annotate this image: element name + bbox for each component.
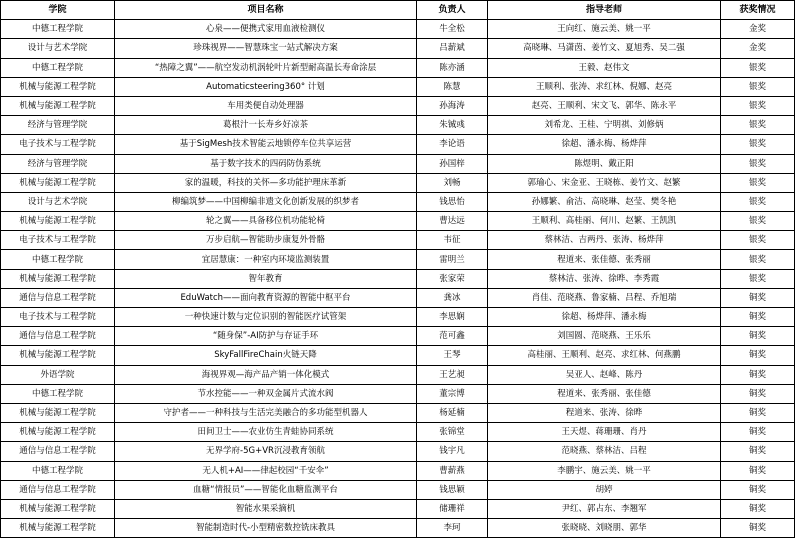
advisors-cell: 赵亮、王顺利、宋文飞、郭华、陈永平 [488,96,721,115]
college-cell: 中德工程学院 [1,58,115,77]
project-name-cell: 轮之翼——具备移位机功能轮椅 [115,212,417,231]
award-cell: 铜奖 [721,403,795,422]
college-cell: 机械与能源工程学院 [1,423,115,442]
award-cell: 银奖 [721,77,795,96]
project-name-cell: 无人机+AI——律起校园“千安伞” [115,461,417,480]
header-college: 学院 [1,1,115,20]
project-name-cell: 葛根汁一长寿乡好凉茶 [115,116,417,135]
advisors-cell: 程道来、张秀丽、张佳德 [488,384,721,403]
college-cell: 通信与信息工程学院 [1,480,115,499]
project-name-cell: 田间卫士——农业仿生青蛙协同系统 [115,423,417,442]
project-name-cell: 车用类便自动处理器 [115,96,417,115]
award-cell: 铜奖 [721,499,795,518]
table-row [1,442,795,461]
leader-cell: 吕薪斌 [417,39,488,58]
project-name-cell: 家的温暖，科技的关怀—多功能护理床革新 [115,173,417,192]
project-name-cell: Automaticsteering360° 计划 [115,77,417,96]
advisors-cell: 郭瑜心、宋金亚、王晓栋、姜竹文、赵繁 [488,173,721,192]
college-cell: 通信与信息工程学院 [1,442,115,461]
leader-cell: 刘畅 [417,173,488,192]
project-name-cell: 万步启航—智能助步康复外骨骼 [115,231,417,250]
table-row [1,250,795,269]
project-name-cell: 节水控能——一种双金属片式流水阀 [115,384,417,403]
project-name-cell: EduWatch——面向教育资源的智能中枢平台 [115,288,417,307]
header-project-name: 项目名称 [115,1,417,20]
project-name-cell: 智年教育 [115,269,417,288]
leader-cell: 韦征 [417,231,488,250]
advisors-cell: 王顺利、张涛、求红林、倪娜、赵亮 [488,77,721,96]
leader-cell: 牛全松 [417,20,488,39]
table-body [1,20,795,538]
college-cell: 机械与能源工程学院 [1,96,115,115]
advisors-cell: 孙娜繁、俞洁、高晓琳、赵莹、樊冬艳 [488,192,721,211]
header-award: 获奖情况 [721,1,795,20]
project-name-cell: 守护者——一种科技与生活完美融合的多功能型机器人 [115,403,417,422]
leader-cell: 朱铖彧 [417,116,488,135]
table-row [1,39,795,58]
leader-cell: 钱思怡 [417,192,488,211]
award-cell: 金奖 [721,20,795,39]
award-cell: 银奖 [721,231,795,250]
award-cell: 银奖 [721,154,795,173]
table-row [1,231,795,250]
leader-cell: 曹达远 [417,212,488,231]
advisors-cell: 蔡林洁、张涛、徐晔、李秀霞 [488,269,721,288]
college-cell: 通信与信息工程学院 [1,327,115,346]
award-cell: 银奖 [721,135,795,154]
table-row [1,269,795,288]
college-cell: 中德工程学院 [1,461,115,480]
college-cell: 通信与信息工程学院 [1,288,115,307]
college-cell: 机械与能源工程学院 [1,346,115,365]
advisors-cell: 程道来、张涛、徐晔 [488,403,721,422]
award-cell: 铜奖 [721,346,795,365]
award-cell: 银奖 [721,58,795,77]
college-cell: 机械与能源工程学院 [1,403,115,422]
leader-cell: 雷明兰 [417,250,488,269]
college-cell: 机械与能源工程学院 [1,173,115,192]
award-cell: 铜奖 [721,365,795,384]
project-name-cell: 宜居慧康：一种室内环境监测装置 [115,250,417,269]
award-cell: 银奖 [721,192,795,211]
table-row [1,346,795,365]
leader-cell: 陈慧 [417,77,488,96]
project-name-cell: 海视界观—海产品产销一体化模式 [115,365,417,384]
leader-cell: 李珂 [417,519,488,538]
award-cell: 铜奖 [721,442,795,461]
leader-cell: 张家荣 [417,269,488,288]
table-row [1,212,795,231]
award-cell: 铜奖 [721,519,795,538]
advisors-cell: 高晓琳、马潇茵、姜竹文、夏旭秀、吴二强 [488,39,721,58]
advisors-cell: 胡婷 [488,480,721,499]
advisors-cell: 徐超、杨烨萍、潘永梅 [488,308,721,327]
table-row [1,77,795,96]
college-cell: 机械与能源工程学院 [1,269,115,288]
advisors-cell: 王向红、施云美、姚一平 [488,20,721,39]
project-name-cell: SkyFallFireChain火链天降 [115,346,417,365]
advisors-cell: 高桂丽、王顺利、赵亮、求红林、何燕鹏 [488,346,721,365]
college-cell: 中德工程学院 [1,250,115,269]
leader-cell: 孙海涛 [417,96,488,115]
table-row [1,480,795,499]
college-cell: 电子技术与工程学院 [1,308,115,327]
advisors-cell: 刘希龙、王桂、宁明祺、刘修炳 [488,116,721,135]
leader-cell: 孙国梓 [417,154,488,173]
table-row [1,116,795,135]
table-row [1,461,795,480]
advisors-cell: 徐超、潘永梅、杨烨萍 [488,135,721,154]
project-name-cell: 基于SigMesh技术智能云地锁停车位共享运营 [115,135,417,154]
advisors-cell: 吴亚人、赵峰、陈丹 [488,365,721,384]
award-cell: 铜奖 [721,288,795,307]
advisors-cell: 王毅、赵伟文 [488,58,721,77]
award-cell: 铜奖 [721,461,795,480]
leader-cell: 李思娴 [417,308,488,327]
college-cell: 经济与管理学院 [1,154,115,173]
leader-cell: 陈亦涵 [417,58,488,77]
college-cell: 机械与能源工程学院 [1,77,115,96]
leader-cell: 张锦堂 [417,423,488,442]
college-cell: 中德工程学院 [1,384,115,403]
advisors-cell: 范晓燕、蔡林洁、吕程 [488,442,721,461]
table-row [1,499,795,518]
award-cell: 铜奖 [721,384,795,403]
project-name-cell: “随身保”-AI防护与存证手环 [115,327,417,346]
advisors-cell: 尹红、郭占东、李翘军 [488,499,721,518]
college-cell: 电子技术与工程学院 [1,231,115,250]
award-cell: 银奖 [721,96,795,115]
college-cell: 电子技术与工程学院 [1,135,115,154]
college-cell: 设计与艺术学院 [1,192,115,211]
award-cell: 铜奖 [721,308,795,327]
advisors-cell: 肖佳、范晓燕、鲁家楠、吕程、乔旭瑞 [488,288,721,307]
project-name-cell: 珍珠视界——智慧珠宝一站式解决方案 [115,39,417,58]
leader-cell: 钱思颖 [417,480,488,499]
leader-cell: 曹薪燕 [417,461,488,480]
leader-cell: 储珊祥 [417,499,488,518]
award-cell: 银奖 [721,173,795,192]
leader-cell: 王琴 [417,346,488,365]
table-row [1,423,795,442]
college-cell: 机械与能源工程学院 [1,519,115,538]
leader-cell: 董宗博 [417,384,488,403]
advisors-cell: 李鹏宇、施云美、姚一平 [488,461,721,480]
project-name-cell: 血糖“情报员”——智能化血糖监测平台 [115,480,417,499]
college-cell: 中德工程学院 [1,20,115,39]
table-row [1,519,795,538]
table-row [1,365,795,384]
award-cell: 银奖 [721,250,795,269]
advisors-cell: 刘国圆、范晓燕、王乐乐 [488,327,721,346]
college-cell: 机械与能源工程学院 [1,212,115,231]
table-row [1,403,795,422]
advisors-cell: 蔡林洁、吉两丹、张涛、杨烨萍 [488,231,721,250]
project-name-cell: “热障之翼”——航空发动机涡轮叶片新型耐高温长寿命涂层 [115,58,417,77]
table-row [1,135,795,154]
project-name-cell: 无界学府-5G+VR沉浸教育领航 [115,442,417,461]
college-cell: 机械与能源工程学院 [1,499,115,518]
header-row [1,1,795,20]
project-name-cell: 柳编筑梦——中国柳编非遗文化创新发展的织梦者 [115,192,417,211]
advisors-cell: 王天煜、蒋珊珊、肖丹 [488,423,721,442]
award-cell: 铜奖 [721,423,795,442]
project-name-cell: 心泉——便携式家用血液检测仪 [115,20,417,39]
leader-cell: 李论语 [417,135,488,154]
advisors-cell: 程道来、张佳德、张秀丽 [488,250,721,269]
award-cell: 铜奖 [721,480,795,499]
table-row [1,96,795,115]
table-row [1,58,795,77]
leader-cell: 杨延楠 [417,403,488,422]
table-row [1,173,795,192]
award-cell: 银奖 [721,269,795,288]
award-cell: 银奖 [721,116,795,135]
project-name-cell: 智能制造时代-小型精密数控铣床教具 [115,519,417,538]
header-advisors: 指导老师 [488,1,721,20]
table-row [1,192,795,211]
table-row [1,288,795,307]
header-leader: 负责人 [417,1,488,20]
table-row [1,20,795,39]
table-row [1,384,795,403]
leader-cell: 龚冰 [417,288,488,307]
table-row [1,327,795,346]
leader-cell: 王艺昶 [417,365,488,384]
project-name-cell: 一种快速计数与定位识别的智能医疗试管架 [115,308,417,327]
leader-cell: 范可鑫 [417,327,488,346]
project-name-cell: 基于数字技术的四码防伪系统 [115,154,417,173]
college-cell: 经济与管理学院 [1,116,115,135]
project-name-cell: 智能水果采摘机 [115,499,417,518]
table-row [1,154,795,173]
college-cell: 外语学院 [1,365,115,384]
award-cell: 金奖 [721,39,795,58]
award-cell: 铜奖 [721,327,795,346]
advisors-cell: 陈煜明、戴正阳 [488,154,721,173]
leader-cell: 钱宇凡 [417,442,488,461]
award-cell: 银奖 [721,212,795,231]
advisors-cell: 张晓晓、刘晓朋、郭华 [488,519,721,538]
table-row [1,308,795,327]
college-cell: 设计与艺术学院 [1,39,115,58]
advisors-cell: 王顺利、高桂丽、何川、赵繁、王凯凯 [488,212,721,231]
